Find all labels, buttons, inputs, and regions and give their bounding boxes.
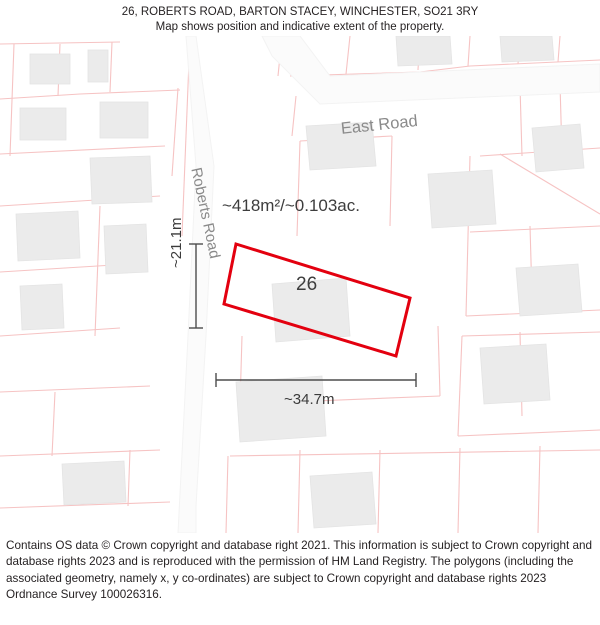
area-label: ~418m²/~0.103ac. — [222, 196, 360, 215]
plot-number-label: 26 — [296, 274, 318, 295]
page-subtitle: Map shows position and indicative extent of the property. — [155, 21, 445, 33]
map-canvas[interactable] — [0, 36, 600, 533]
page-title: 26, ROBERTS ROAD, BARTON STACEY, WINCHESTER, SO21 3RY — [121, 6, 479, 18]
road-label-east-road: East Road — [340, 111, 419, 138]
width-measure-label: ~34.7m — [284, 391, 335, 408]
height-measure-label: ~21.1m — [168, 217, 185, 268]
copyright-footer: Contains OS data © Crown copyright and database right 2021. This information is subject to Crown copyright and database rights 2023 and is reproduced with the permission of HM Land Registry. The polygons (including the associated geometry, namely x, y co-ordinates) are subject to Crown copyright and database rights 2023 Ordnance Survey 100026316. — [6, 539, 592, 601]
road-label-roberts-road: Roberts Road — [187, 166, 224, 261]
page-header — [0, 0, 600, 36]
